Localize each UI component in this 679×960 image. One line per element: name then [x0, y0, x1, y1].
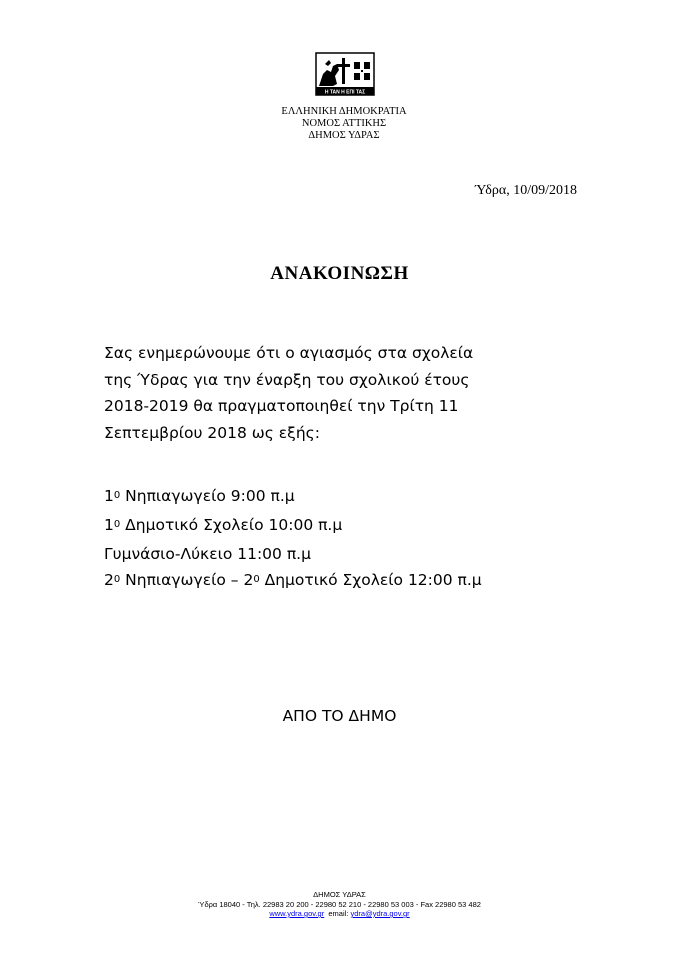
schedule-list [104, 483, 624, 596]
schedule-item-high-school: Γυμνάσιο-Λύκειο 11:00 π.μ [104, 545, 311, 563]
letterhead-line-prefecture: ΝΟΜΟΣ ΑΤΤΙΚΗΣ [301, 118, 387, 129]
website-link[interactable]: www.ydra.gov.gr [269, 909, 325, 918]
footer-links [0, 909, 679, 919]
letterhead-line-municipality: ΔΗΜΟΣ ΥΔΡΑΣ [308, 130, 380, 141]
letterhead [240, 106, 448, 142]
body-line: Σεπτεμβρίου 2018 ως εξής: [104, 423, 320, 442]
announcement-body [104, 340, 604, 446]
footer-org: ΔΗΜΟΣ ΥΔΡΑΣ [313, 890, 366, 899]
document-date: Ύδρα, 10/09/2018 [475, 183, 577, 198]
schedule-item-kindergarten-primary-2: $2^0$ Νηπιαγωγείο – $2^0$ Δημοτικό Σχολείο 12:00 π.μ [104, 571, 482, 589]
email-link[interactable]: ydra@ydra.gov.gr [350, 909, 410, 918]
footer-contact: Ύδρα 18040 - Τηλ. 22983 20 200 - 22980 52 210 - 22980 53 003 - Fax 22980 53 482 [198, 899, 481, 909]
email-label: email: [328, 909, 349, 918]
schedule-item-kindergarten-1: $1^0$ Νηπιαγωγείο 9:00 π.μ [104, 487, 295, 505]
schedule-item-primary-school-1: $1^0$ Δημοτικό Σχολείο 10:00 π.μ [104, 516, 343, 534]
emblem-motto: Η ΤΑΝ Η ΕΠΙ ΤΑΣ [324, 89, 366, 96]
body-line: Σας ενημερώνουμε ότι ο αγιασμός στα σχολεία [104, 344, 474, 362]
body-line: της Ύδρας για την έναρξη του σχολικού έτους [104, 370, 470, 389]
page-title: ΑΝΑΚΟΙΝΩΣΗ [270, 263, 409, 284]
body-line: 2018-2019 θα πραγματοποιηθεί την Τρίτη 11 [104, 397, 459, 415]
signature: ΑΠΟ ΤΟ ΔΗΜΟ [282, 707, 397, 725]
letterhead-line-state: ΕΛΛΗΝΙΚΗ ΔΗΜΟΚΡΑΤΙΑ [281, 106, 407, 117]
footer [0, 890, 679, 919]
hydra-municipality-emblem-icon [315, 52, 375, 96]
